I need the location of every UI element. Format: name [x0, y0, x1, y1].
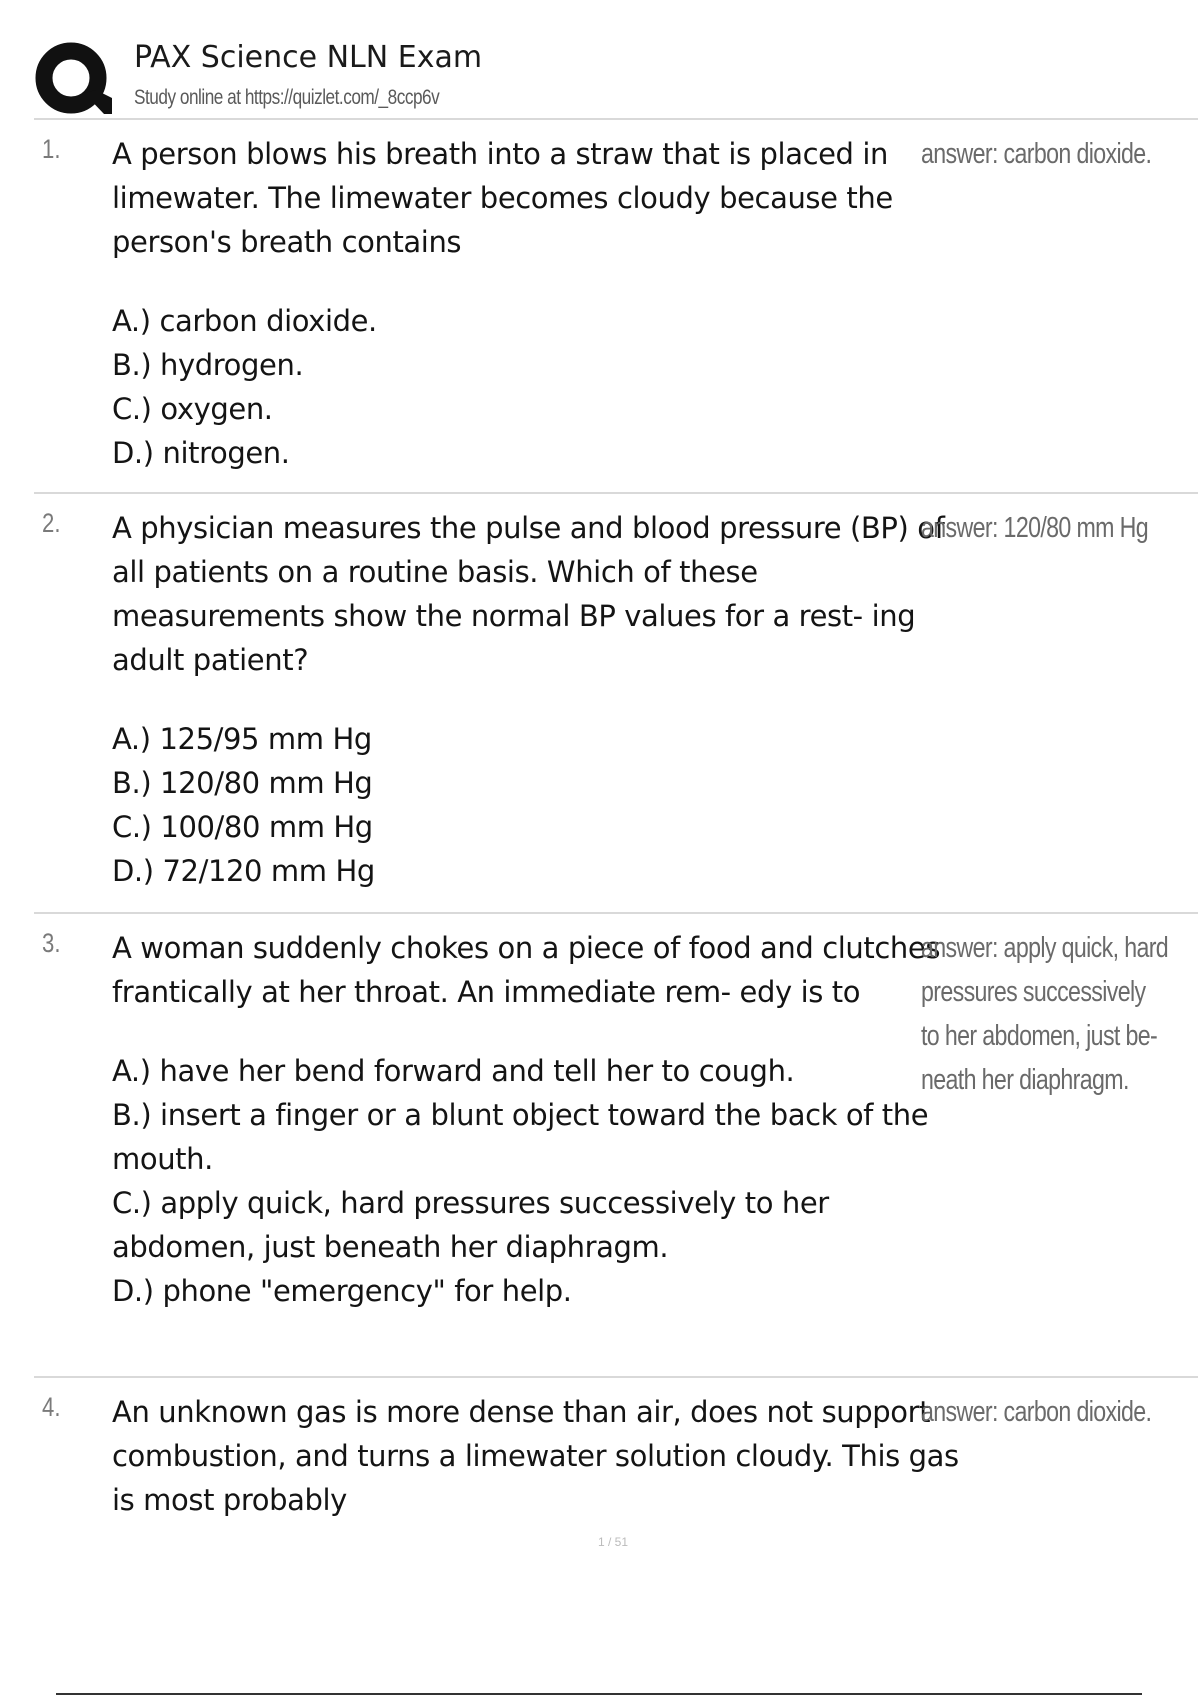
- question-text: A physician measures the pulse and blood pressure (BP) of all patients on a routine basis. Which of these measurements show the normal BP values for a rest- ing adult patient?: [112, 511, 945, 677]
- footer-divider: [56, 1693, 1142, 1695]
- option-item: A.) 125/95 mm Hg: [112, 722, 372, 756]
- option-item: D.) nitrogen.: [112, 436, 290, 470]
- option-item: C.) 100/80 mm Hg: [112, 810, 373, 844]
- option-item: C.) apply quick, hard pressures successively to her abdomen, just beneath her diaphragm.: [112, 1186, 829, 1264]
- quizlet-q-logo-icon: [34, 40, 112, 118]
- page-number: 1 / 51: [598, 1535, 629, 1549]
- question-card: [34, 916, 1198, 1378]
- option-item: B.) hydrogen.: [112, 348, 304, 382]
- question-body: [112, 926, 962, 1313]
- option-item: D.) 72/120 mm Hg: [112, 854, 375, 888]
- option-item: A.) have her bend forward and tell her to cough.: [112, 1054, 795, 1088]
- study-online-link[interactable]: Study online at https://quizlet.com/_8ccp6v: [134, 86, 440, 109]
- answer-text: answer: carbon dioxide.: [921, 1396, 1152, 1428]
- question-body: [112, 506, 962, 893]
- question-card: [34, 1380, 1198, 1530]
- option-item: A.) carbon dioxide.: [112, 304, 377, 338]
- question-number: 3.: [42, 928, 61, 958]
- answer-options: [112, 1049, 962, 1313]
- option-item: C.) oxygen.: [112, 392, 273, 426]
- question-number: 2.: [42, 508, 61, 538]
- option-item: B.) 120/80 mm Hg: [112, 766, 373, 800]
- answer-text: answer: apply quick, hard pressures successively to her abdomen, just be- neath her diaphragm.: [921, 932, 1169, 1096]
- question-card: [34, 496, 1198, 914]
- question-text: A person blows his breath into a straw that is placed in limewater. The limewater becomes cloudy because the person's breath contains: [112, 137, 893, 259]
- question-card: [34, 122, 1198, 494]
- question-number: 4.: [42, 1392, 61, 1422]
- option-item: D.) phone "emergency" for help.: [112, 1274, 572, 1308]
- answer-text: answer: carbon dioxide.: [921, 138, 1152, 170]
- question-text: A woman suddenly chokes on a piece of food and clutches frantically at her throat. An immediate rem- edy is to: [112, 931, 941, 1009]
- answer-text: answer: 120/80 mm Hg: [921, 512, 1149, 544]
- answer-options: [112, 299, 962, 475]
- question-body: [112, 132, 962, 475]
- option-item: B.) insert a finger or a blunt object toward the back of the mouth.: [112, 1098, 929, 1176]
- question-body: [112, 1390, 962, 1557]
- answer-options: [112, 717, 962, 893]
- document-header: [34, 34, 1198, 120]
- document-title: PAX Science NLN Exam: [134, 40, 483, 75]
- question-number: 1.: [42, 134, 61, 164]
- question-text: An unknown gas is more dense than air, does not support combustion, and turns a limewater solution cloudy. This gas is most probably: [112, 1395, 959, 1517]
